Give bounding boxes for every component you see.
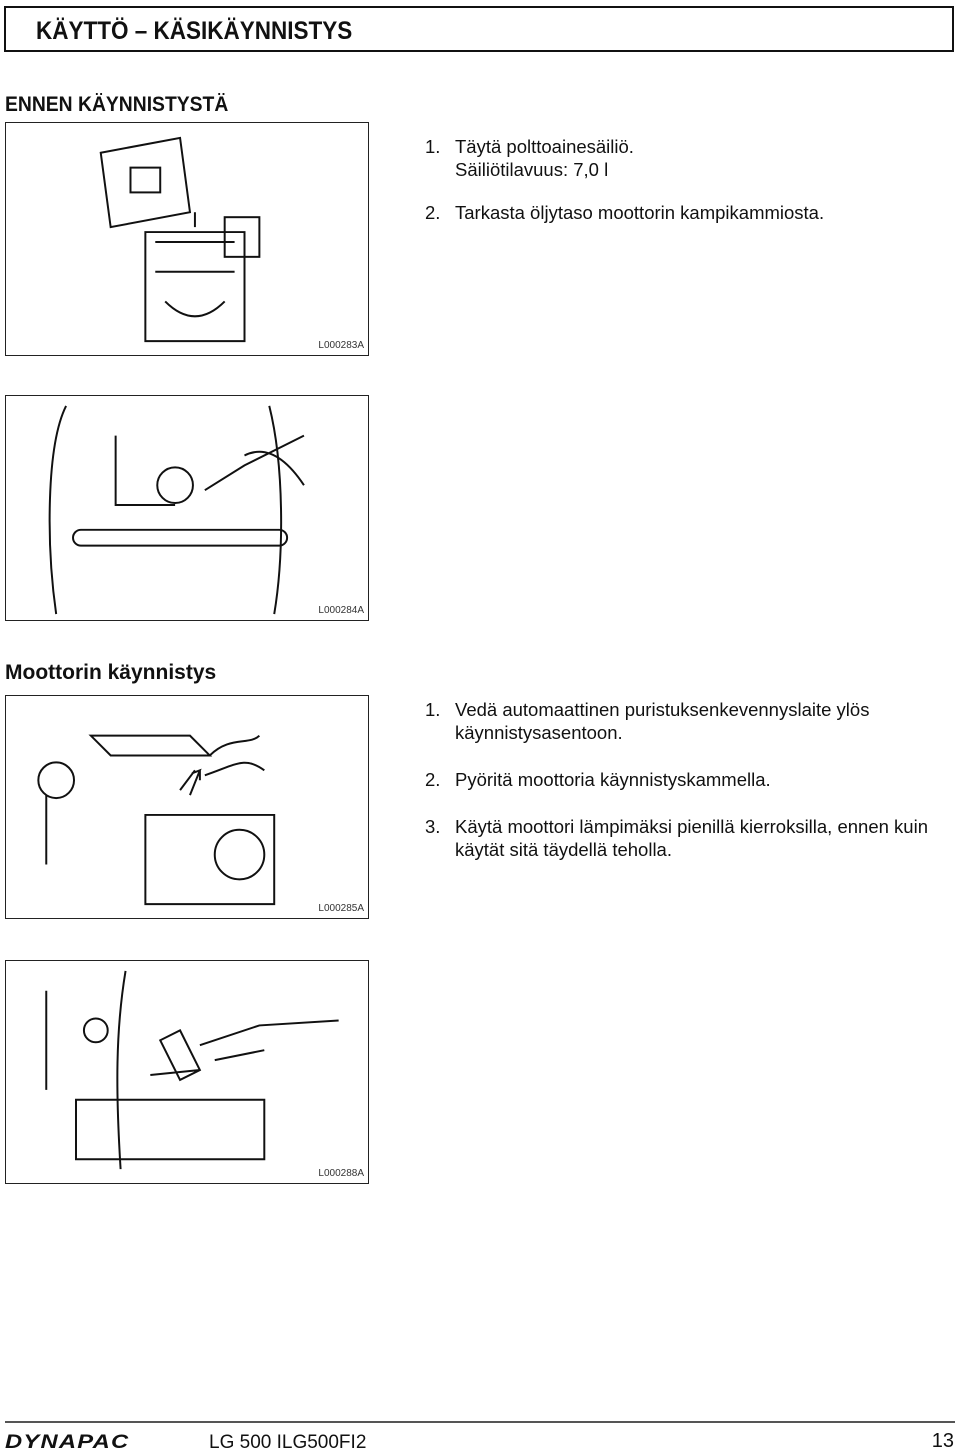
decompression-illustration [6,696,368,918]
step-1: 1. Vedä automaattinen puristuksenkevennyslaite ylös käynnistysasentoon. [425,699,870,743]
figure-fuel-tank [5,122,369,356]
section-heading-engine-start: Moottorin käynnistys [5,661,217,684]
figure-oil-check [5,395,369,621]
dynapac-logo: DYNAPAC [5,1432,130,1453]
step-2: 2. Tarkasta öljytaso moottorin kampikammiosta. [425,202,825,223]
step-1: 1. Täytä polttoainesäiliö. Säiliötilavuus: 7,0 l [425,136,634,180]
page-title-box [4,6,954,52]
step-2: 2. Pyöritä moottoria käynnistyskammella. [425,769,771,790]
crank-illustration [6,961,368,1183]
figure-caption: L000283A [318,340,364,351]
figure-crank-start [5,960,369,1184]
figure-decompression [5,695,369,919]
footer-divider [5,1421,955,1423]
page-number: 13 [931,1430,954,1452]
engine-illustration [6,123,368,355]
step-3: 3. Käytä moottori lämpimäksi pienillä kierroksilla, ennen kuin käytät sitä täydellä teholla. [425,816,928,860]
figure-caption: L000285A [318,903,364,914]
figure-caption: L000288A [318,1168,364,1179]
section-heading-before-start: ENNEN KÄYNNISTYSTÄ [5,93,229,116]
page-title: KÄYTTÖ – KÄSIKÄYNNISTYS [36,17,353,45]
oil-check-illustration [6,396,368,620]
model-code: LG 500 ILG500FI2 [209,1432,367,1453]
figure-caption: L000284A [318,605,364,616]
